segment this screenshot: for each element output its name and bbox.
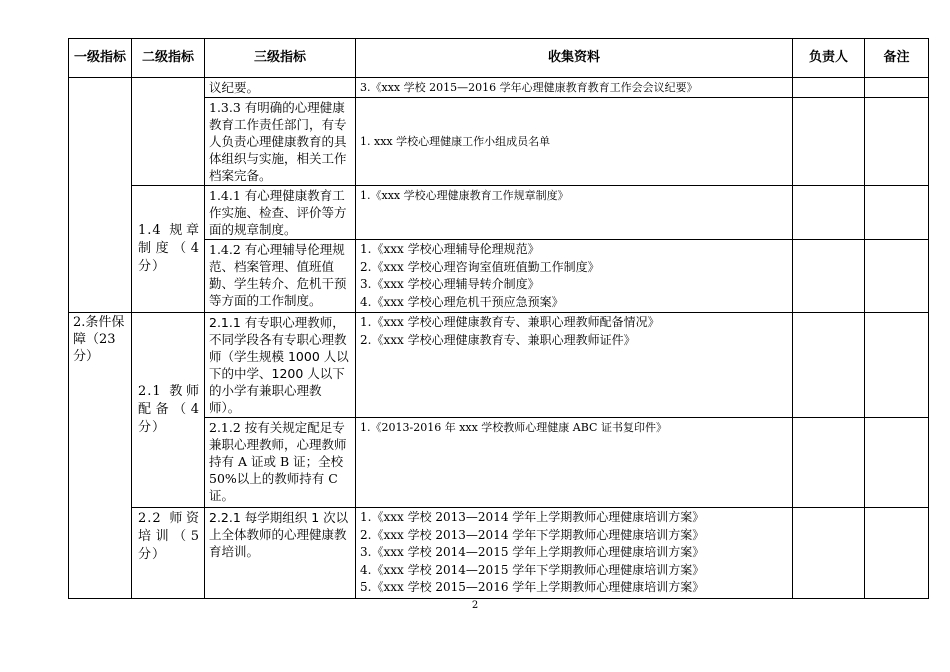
- header-level2: 二级指标: [132, 39, 205, 78]
- remark-cell: [865, 418, 929, 508]
- owner-cell: [793, 240, 865, 313]
- level3-cell: 2.1.2 按有关规定配足专兼职心理教师，心理教师持有 A 证或 B 证；全校 50%以上的教师持有 C 证。: [205, 418, 356, 508]
- level2-cell: [132, 78, 205, 186]
- materials-cell: 1.《xxx 学校心理辅导伦理规范》 2.《xxx 学校心理咨询室值班值勤工作制度》 3.《xxx 学校心理辅导转介制度》 4.《xxx 学校心理危机干预应急预案》: [356, 240, 793, 313]
- level3-cell: 1.4.2 有心理辅导伦理规范、档案管理、值班值勤、学生转介、危机干预等方面的工作制度。: [205, 240, 356, 313]
- materials-cell: 1.《xxx 学校心理健康教育工作规章制度》: [356, 186, 793, 240]
- level3-cell: 2.1.1 有专职心理教师，不同学段各有专职心理教师（学生规模 1000 人以下的中学、1200 人以下的小学有兼职心理教师）。: [205, 313, 356, 418]
- owner-cell: [793, 98, 865, 186]
- level2-cell: 2.2 师资培训（5分）: [132, 508, 205, 599]
- remark-cell: [865, 98, 929, 186]
- owner-cell: [793, 186, 865, 240]
- level3-cell: 1.4.1 有心理健康教育工作实施、检查、评价等方面的规章制度。: [205, 186, 356, 240]
- level2-cell: 1.4 规章制度（4分）: [132, 186, 205, 313]
- remark-cell: [865, 78, 929, 98]
- header-level1: 一级指标: [69, 39, 132, 78]
- materials-cell: 1.《xxx 学校 2013—2014 学年上学期教师心理健康培训方案》 2.《xxx 学校 2013—2014 学年下学期教师心理健康培训方案》 3.《xxx 学校 2014—2015 学年上学期教师心理健康培训方案》 4.《xxx 学校 2014—2015 学年下学期教师心理健康培训方案》 5.《xxx 学校 2015—2016 学年上学期教师心理健康培训方案》: [356, 508, 793, 599]
- level3-cell: 2.2.1 每学期组织 1 次以上全体教师的心理健康教育培训。: [205, 508, 356, 599]
- level2-cell: 2.1 教师配备（4分）: [132, 313, 205, 508]
- header-remark: 备注: [865, 39, 929, 78]
- remark-cell: [865, 313, 929, 418]
- level3-cell: 1.3.3 有明确的心理健康教育工作责任部门，有专人负责心理健康教育的具体组织与实施，相关工作档案完备。: [205, 98, 356, 186]
- materials-cell: 3.《xxx 学校 2015—2016 学年心理健康教育教育工作会会议纪要》: [356, 78, 793, 98]
- materials-cell: 1.《2013-2016 年 xxx 学校教师心理健康 ABC 证书复印件》: [356, 418, 793, 508]
- table-row: [69, 508, 929, 599]
- table-row: [69, 78, 929, 98]
- remark-cell: [865, 186, 929, 240]
- owner-cell: [793, 418, 865, 508]
- remark-cell: [865, 240, 929, 313]
- header-materials: 收集资料: [356, 39, 793, 78]
- header-level3: 三级指标: [205, 39, 356, 78]
- level1-cell: 2.条件保障（23分）: [69, 313, 132, 599]
- remark-cell: [865, 508, 929, 599]
- owner-cell: [793, 313, 865, 418]
- owner-cell: [793, 508, 865, 599]
- table-row: [69, 186, 929, 240]
- level1-cell: [69, 78, 132, 313]
- materials-cell: 1. xxx 学校心理健康工作小组成员名单: [356, 98, 793, 186]
- table-header-row: [69, 39, 929, 78]
- page-number: 2: [471, 600, 479, 611]
- table-row: [69, 313, 929, 418]
- evaluation-table: [68, 38, 929, 599]
- level3-cell: 议纪要。: [205, 78, 356, 98]
- materials-cell: 1.《xxx 学校心理健康教育专、兼职心理教师配备情况》 2.《xxx 学校心理健康教育专、兼职心理教师证件》: [356, 313, 793, 418]
- header-owner: 负责人: [793, 39, 865, 78]
- owner-cell: [793, 78, 865, 98]
